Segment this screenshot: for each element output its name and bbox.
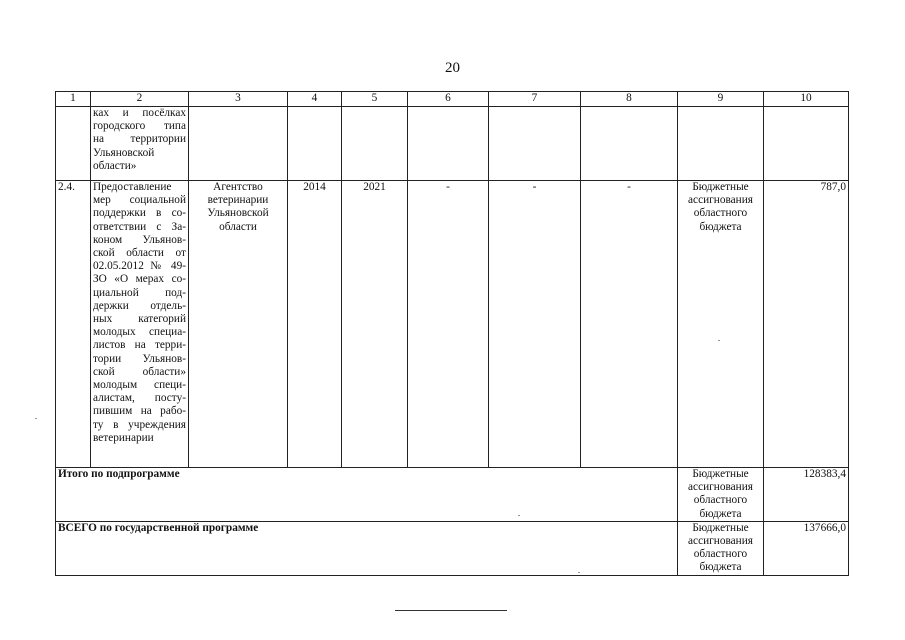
- table-cell: [189, 107, 288, 181]
- column-number-row: [56, 92, 849, 107]
- scan-speck: [578, 572, 580, 573]
- column-number: 7: [489, 92, 581, 107]
- column-number: 5: [342, 92, 408, 107]
- funding-source: Бюджетные ассигнования областного бюджета: [678, 468, 764, 522]
- funding-source: Бюджетные ассигнования областного бюджета: [678, 181, 764, 468]
- column-number: 9: [678, 92, 764, 107]
- scan-speck: [518, 515, 520, 516]
- subprogram-total-amount: 128383,4: [764, 468, 849, 522]
- table-cell: [489, 107, 581, 181]
- row-number: 2.4.: [56, 181, 91, 468]
- table-cell: [408, 107, 489, 181]
- funding-source: Бюджетные ассигнования областного бюджета: [678, 521, 764, 575]
- scan-speck: [35, 418, 37, 419]
- amount-cell: 787,0: [764, 181, 849, 468]
- start-year: 2014: [288, 181, 342, 468]
- dash-cell: -: [489, 181, 581, 468]
- table-row-2-4: [56, 181, 849, 468]
- budget-table: [55, 91, 849, 576]
- end-year: 2021: [342, 181, 408, 468]
- column-number: 3: [189, 92, 288, 107]
- table-cell: [764, 107, 849, 181]
- table-cell: [678, 107, 764, 181]
- subprogram-total-row: [56, 468, 849, 522]
- footer-divider: [395, 610, 507, 611]
- dash-cell: -: [408, 181, 489, 468]
- measure-description: Предоставление мер социальной поддержки в со- ответствии с За- коном Ульянов- ской области от 02.05.2012 № 49- ЗО «О мерах со- циальной под- держки отдель- ных категорий молодых специа- листов на терри- тории Ульянов- ской области» молодым специ- алистам, посту- пившим на рабо- ту в учреждения ветеринарии: [91, 181, 189, 468]
- column-number: 8: [581, 92, 678, 107]
- column-number: 1: [56, 92, 91, 107]
- program-total-amount: 137666,0: [764, 521, 849, 575]
- column-number: 4: [288, 92, 342, 107]
- program-total-label: ВСЕГО по государственной программе: [56, 521, 678, 575]
- column-number: 6: [408, 92, 489, 107]
- continuation-row: [56, 107, 849, 181]
- table-cell: [288, 107, 342, 181]
- column-number: 2: [91, 92, 189, 107]
- page-number: 20: [445, 60, 460, 76]
- continued-description: ках и посёлках городского типа на территории Ульяновской области»: [91, 107, 189, 181]
- table-cell: [581, 107, 678, 181]
- program-total-row: [56, 521, 849, 575]
- executor-cell: Агентство ветеринарии Ульяновской области: [189, 181, 288, 468]
- table-cell: [56, 107, 91, 181]
- subprogram-total-label: Итого по подпрограмме: [56, 468, 678, 522]
- dash-cell: -: [581, 181, 678, 468]
- table-cell: [342, 107, 408, 181]
- column-number: 10: [764, 92, 849, 107]
- scan-speck: [718, 340, 720, 341]
